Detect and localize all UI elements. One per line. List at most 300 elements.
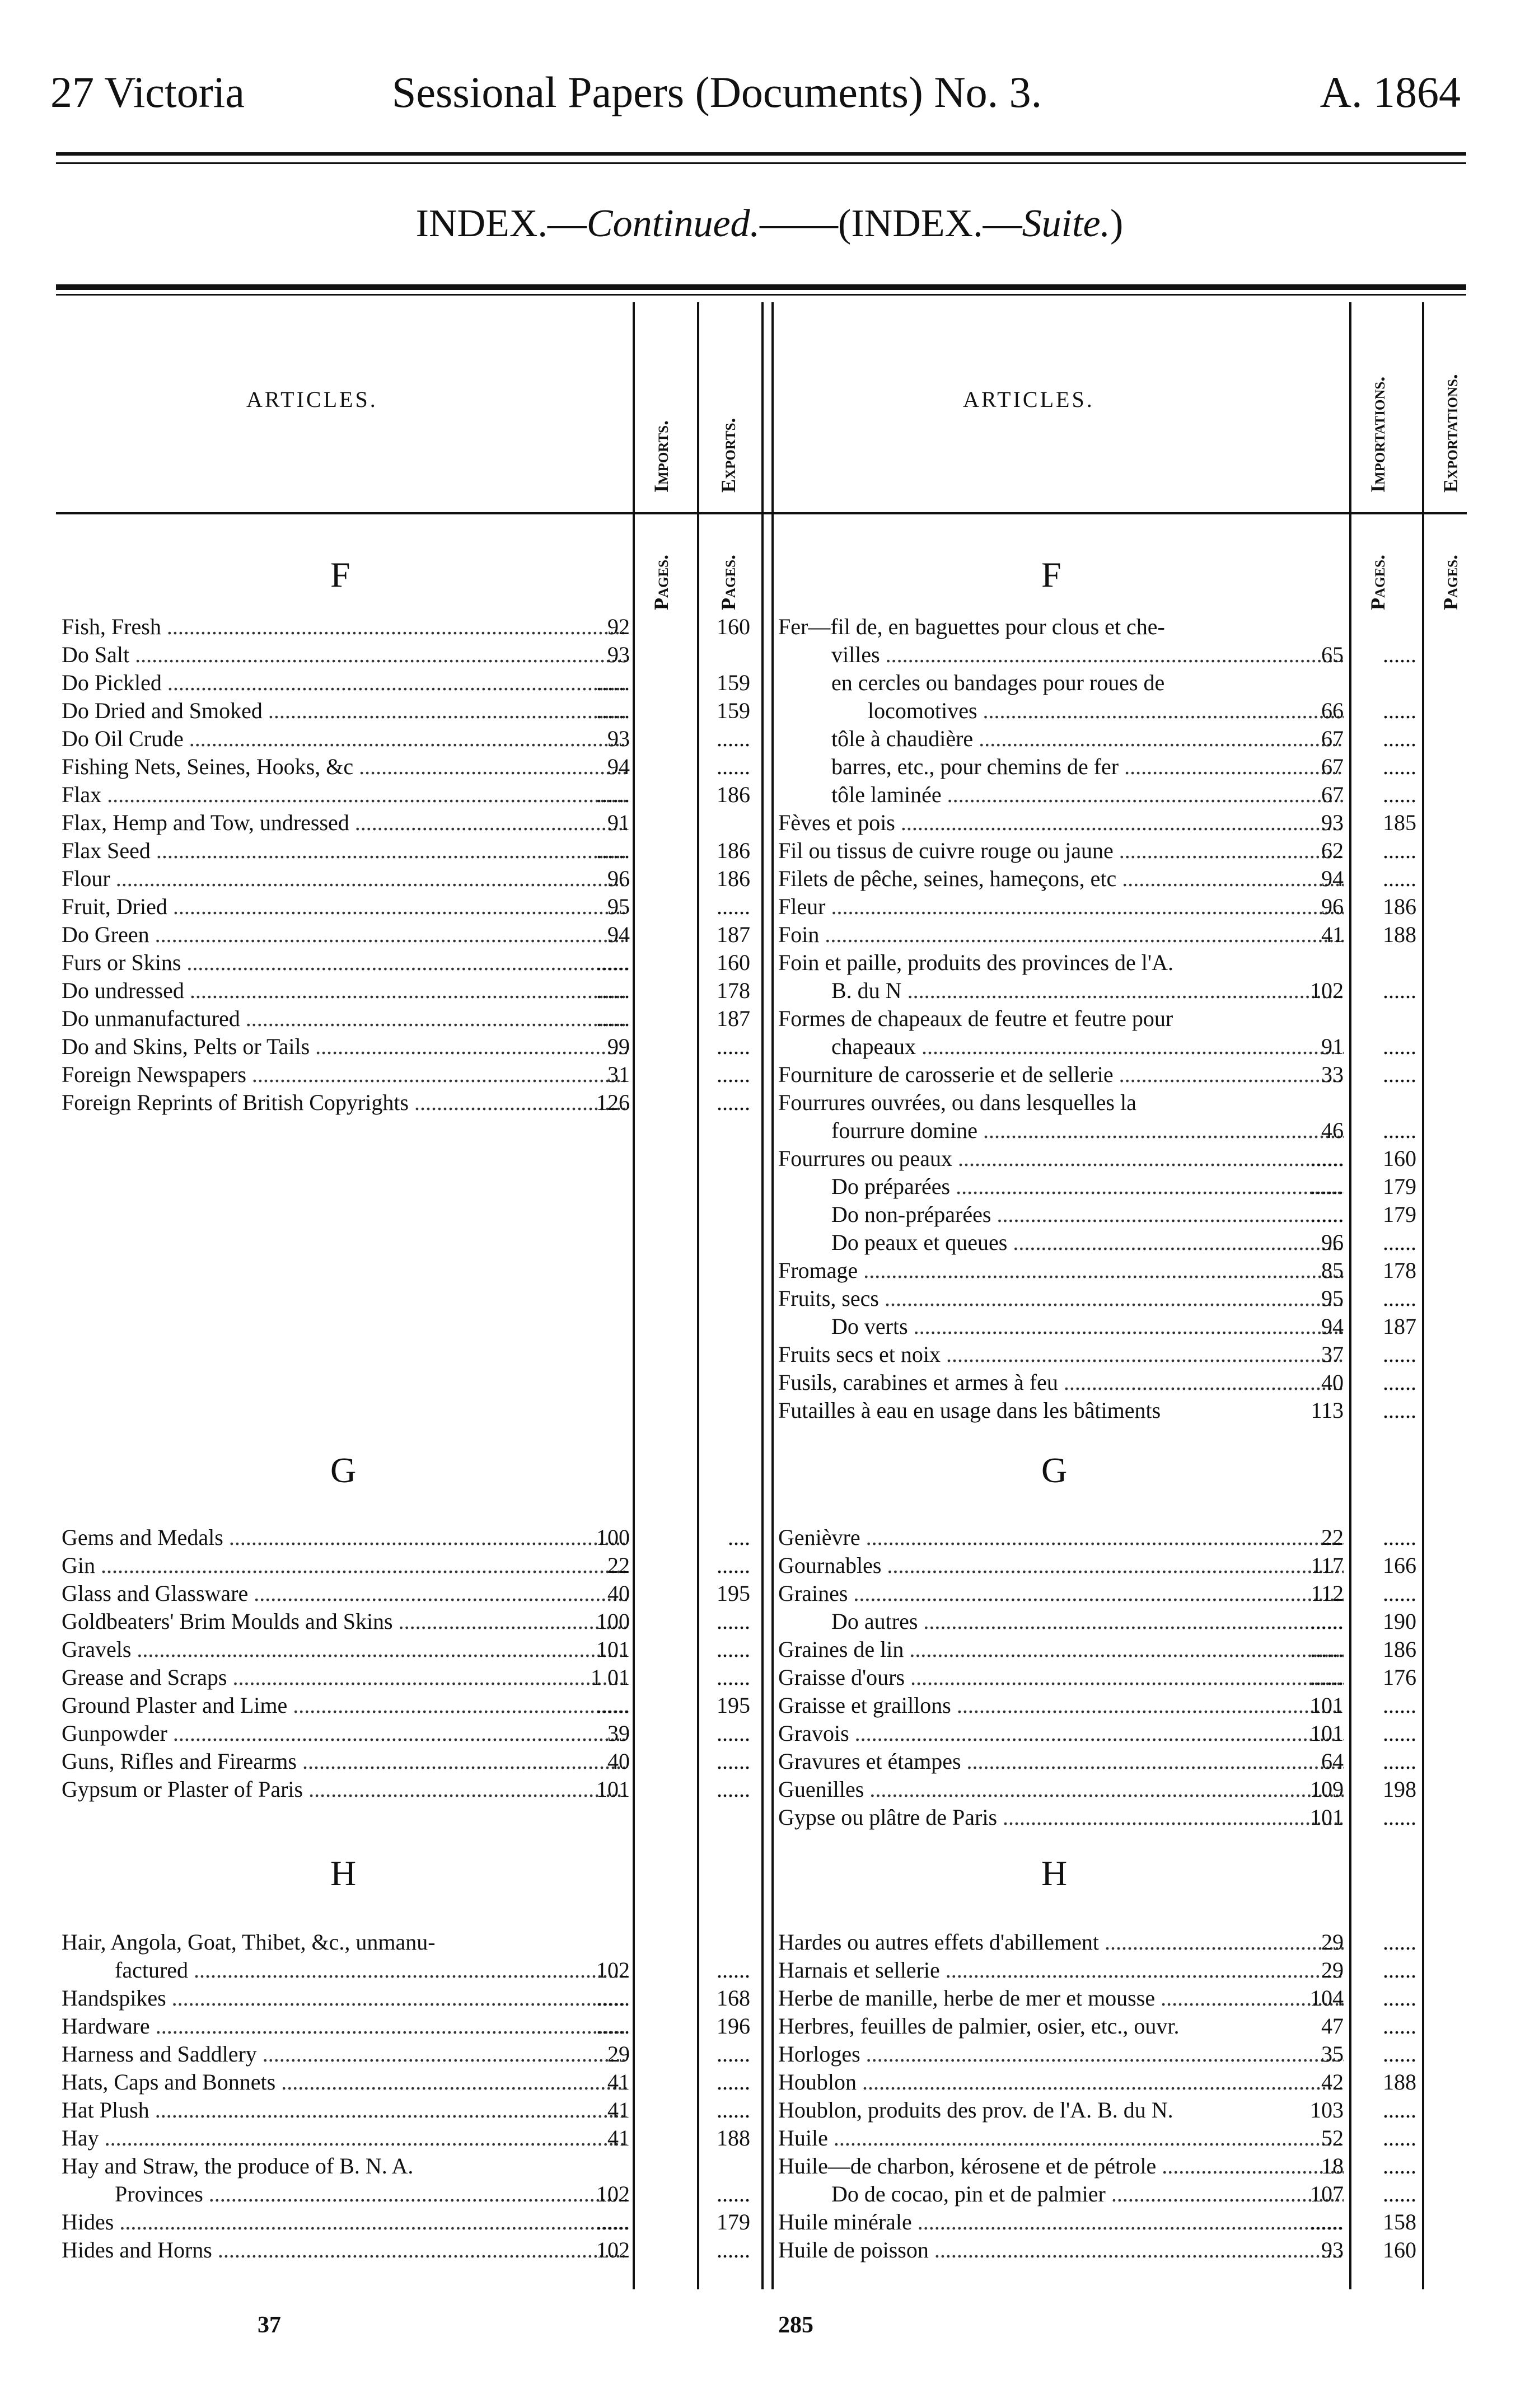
entry-import-page: ...... — [596, 2209, 630, 2234]
entry-import-page: 113 — [1311, 1398, 1344, 1423]
entry-label: Hay and Straw, the produce of B. N. A. — [62, 2153, 414, 2179]
header-rule — [56, 152, 1466, 156]
entry-export-page: ...... — [1383, 2013, 1416, 2039]
entry-import-page: 41 — [607, 2069, 630, 2095]
index-entry — [0, 1552, 1539, 1580]
entry-export-page: 160 — [1383, 1146, 1416, 1171]
entry-label: Do undressed ..... — [62, 977, 627, 1005]
entry-export-page: ...... — [1383, 1957, 1416, 1983]
entry-import-page: ...... — [596, 838, 630, 863]
entry-export-page: ...... — [717, 894, 750, 919]
entry-label: Gournables ..... — [778, 1552, 1344, 1580]
entry-export-page: ...... — [1383, 1062, 1416, 1087]
entry-export-page: 178 — [717, 978, 750, 1003]
entry-import-page: 102 — [596, 2181, 630, 2206]
left-letter-f: F — [330, 555, 350, 594]
entry-import-page: 117 — [1311, 1553, 1344, 1578]
index-entry — [0, 1984, 1539, 2012]
entry-label: villes ..... — [831, 641, 1344, 669]
entry-import-page: 102 — [596, 2237, 630, 2262]
entry-label: Graisse d'ours ..... — [778, 1664, 1344, 1692]
entry-export-page: ...... — [717, 1609, 750, 1634]
index-entry — [0, 1580, 1539, 1608]
entry-label: Hat Plush ..... — [62, 2096, 627, 2124]
entry-import-page: ...... — [596, 782, 630, 807]
entry-import-page: 93 — [607, 726, 630, 751]
entry-label: Hardes ou autres effets d'abillement ..... — [778, 1928, 1344, 1956]
entry-label: Flax ..... — [62, 781, 627, 809]
entry-export-page: ...... — [1383, 1525, 1416, 1550]
entry-export-page: ...... — [1383, 866, 1416, 891]
entry-import-page: ...... — [596, 1693, 630, 1718]
index-title-main: INDEX.— — [415, 202, 587, 245]
right-imports-head: Importations. — [1367, 376, 1389, 493]
index-entry — [0, 1692, 1539, 1720]
entry-label: Fer—fil de, en baguettes pour clous et che- — [778, 614, 1165, 639]
entry-export-page: ...... — [1383, 1929, 1416, 1955]
index-entry — [0, 1341, 1539, 1369]
entry-label: Fish, Fresh ..... — [62, 613, 627, 641]
index-entry — [0, 1313, 1539, 1341]
entry-import-page: 101 — [1310, 1721, 1344, 1746]
header-papers: Sessional Papers (Documents) No. 3. — [392, 68, 1042, 116]
entry-export-page: 190 — [1383, 1609, 1416, 1634]
entry-export-page: ...... — [717, 2041, 750, 2067]
index-entry — [0, 1005, 1539, 1033]
entry-import-page: 29 — [1321, 1957, 1344, 1983]
entry-import-page: 67 — [1321, 726, 1344, 751]
entry-export-page: ...... — [1383, 2181, 1416, 2206]
footer-center-page: 285 — [778, 2312, 813, 2338]
entry-export-page: ...... — [717, 1062, 750, 1087]
index-entry — [0, 1061, 1539, 1089]
header-rule-thin — [56, 162, 1466, 164]
index-entry — [0, 837, 1539, 865]
entry-import-page: 64 — [1321, 1749, 1344, 1774]
entry-import-page: 93 — [1321, 2237, 1344, 2262]
entry-label: B. du N ..... — [831, 977, 1344, 1005]
entry-label: Fruits secs et noix ..... — [778, 1341, 1344, 1369]
entry-export-page: 186 — [717, 782, 750, 807]
entry-label: Hides ..... — [62, 2208, 627, 2236]
index-entry — [0, 2236, 1539, 2264]
index-entry — [0, 1608, 1539, 1636]
entry-import-page: 126 — [596, 1090, 630, 1115]
entry-label: barres, etc., pour chemins de fer ..... — [831, 753, 1344, 781]
entry-import-page: ...... — [1310, 1665, 1344, 1690]
entry-export-page: ...... — [717, 2069, 750, 2095]
entry-import-page: 107 — [1310, 2181, 1344, 2206]
entry-label: Handspikes ..... — [62, 1984, 627, 2012]
entry-import-page: 85 — [1321, 1258, 1344, 1283]
entry-label: Harnais et sellerie ..... — [778, 1956, 1344, 1984]
entry-label: Glass and Glassware ..... — [62, 1580, 627, 1608]
entry-import-page: 112 — [1311, 1581, 1344, 1606]
index-entry — [0, 1956, 1539, 1984]
index-title-suite: Suite. — [1022, 202, 1111, 245]
entry-label: Fusils, carabines et armes à feu ..... — [778, 1369, 1344, 1397]
entry-export-page: .... — [728, 1525, 750, 1550]
entry-export-page: ...... — [717, 1090, 750, 1115]
entry-label: Fourrures ou peaux ..... — [778, 1145, 1344, 1173]
left-imports-pages: Pages. — [650, 554, 672, 610]
right-imports-pages: Pages. — [1367, 554, 1389, 610]
entry-label: Formes de chapeaux de feutre et feutre pour — [778, 1006, 1173, 1031]
index-entry — [0, 725, 1539, 753]
index-entry — [0, 613, 1539, 641]
entry-label: Filets de pêche, seines, hameçons, etc ..... — [778, 865, 1344, 893]
entry-export-page: 160 — [717, 614, 750, 639]
entry-label: Guns, Rifles and Firearms ..... — [62, 1748, 627, 1775]
entry-export-page: ...... — [717, 1034, 750, 1059]
entry-import-page: 101 — [1310, 1693, 1344, 1718]
entry-import-page: 93 — [607, 642, 630, 667]
index-entry — [0, 2068, 1539, 2096]
right-letter-f: F — [1041, 555, 1061, 594]
index-entry — [0, 1173, 1539, 1201]
entry-label: Flax, Hemp and Tow, undressed ..... — [62, 809, 627, 837]
index-entry — [0, 809, 1539, 837]
entry-import-page: 41 — [1321, 922, 1344, 947]
entry-label: Graines de lin ..... — [778, 1636, 1344, 1664]
entry-import-page: ...... — [596, 2013, 630, 2039]
entry-label: Do non-préparées ..... — [831, 1201, 1344, 1229]
index-entry — [0, 865, 1539, 893]
entry-import-page: 65 — [1321, 642, 1344, 667]
entry-label: Furs or Skins ..... — [62, 949, 627, 977]
entry-label: Gems and Medals ..... — [62, 1524, 627, 1552]
index-entry — [0, 893, 1539, 921]
entry-label: Hair, Angola, Goat, Thibet, &c., unmanu- — [62, 1929, 436, 1955]
entry-export-page: ...... — [717, 1957, 750, 1983]
entry-import-page: 102 — [596, 1957, 630, 1983]
index-entry — [0, 1720, 1539, 1748]
index-title — [0, 202, 1539, 246]
entry-export-page: 187 — [717, 1006, 750, 1031]
entry-export-page: ...... — [1383, 2153, 1416, 2179]
right-articles-head: ARTICLES. — [963, 387, 1094, 412]
index-entry — [0, 697, 1539, 725]
entry-import-page: 94 — [1321, 1314, 1344, 1339]
entry-label: Flax Seed ..... — [62, 837, 627, 865]
entry-export-page: 159 — [717, 698, 750, 723]
index-entry — [0, 1775, 1539, 1803]
entry-import-page: 40 — [607, 1749, 630, 1774]
index-entry — [0, 1117, 1539, 1145]
entry-export-page: ...... — [1383, 1985, 1416, 2011]
entry-import-page: ...... — [596, 1006, 630, 1031]
entry-label: locomotives ..... — [868, 697, 1344, 725]
entry-import-page: 101 — [596, 1777, 630, 1802]
entry-import-page: 67 — [1321, 754, 1344, 779]
entry-import-page: 40 — [1321, 1370, 1344, 1395]
entry-export-page: ...... — [1383, 754, 1416, 779]
entry-label: Gin ..... — [62, 1552, 627, 1580]
header-year: A. 1864 — [1320, 68, 1461, 116]
entry-import-page: 100 — [596, 1525, 630, 1550]
entry-label: Houblon ..... — [778, 2068, 1344, 2096]
entry-label: Huile ..... — [778, 2124, 1344, 2152]
entry-import-page: 99 — [607, 1034, 630, 1059]
entry-label: Do Green ..... — [62, 921, 627, 949]
entry-export-page: ...... — [717, 1665, 750, 1690]
entry-export-page: 168 — [717, 1985, 750, 2011]
entry-label: Herbres, feuilles de palmier, osier, etc., ouvr. — [778, 2013, 1180, 2039]
entry-label: Horloges ..... — [778, 2040, 1344, 2068]
entry-label: fourrure domine ..... — [831, 1117, 1344, 1145]
entry-label: Houblon, produits des prov. de l'A. B. du N. — [778, 2097, 1173, 2123]
entry-label: Fourrures ouvrées, ou dans lesquelles la — [778, 1090, 1136, 1115]
entry-export-page: ...... — [1383, 642, 1416, 667]
index-title-close: ) — [1110, 202, 1124, 245]
index-entry — [0, 2040, 1539, 2068]
entry-export-page: ...... — [1383, 1286, 1416, 1311]
entry-label: Grease and Scraps ..... — [62, 1664, 627, 1692]
index-entry — [0, 753, 1539, 781]
index-entry — [0, 977, 1539, 1005]
entry-export-page: 166 — [1383, 1553, 1416, 1578]
index-entry — [0, 949, 1539, 977]
entry-export-page: 178 — [1383, 1258, 1416, 1283]
entry-label: chapeaux ..... — [831, 1033, 1344, 1061]
entry-import-page: 52 — [1321, 2125, 1344, 2151]
index-entry — [0, 2152, 1539, 2180]
entry-export-page: ...... — [717, 1637, 750, 1662]
entry-import-page: 94 — [607, 754, 630, 779]
index-entry — [0, 1369, 1539, 1397]
entry-import-page: 46 — [1321, 1118, 1344, 1143]
entry-import-page: 22 — [607, 1553, 630, 1578]
entry-export-page: ...... — [1383, 2041, 1416, 2067]
entry-label: Fèves et pois ..... — [778, 809, 1344, 837]
entry-export-page: 188 — [1383, 922, 1416, 947]
entry-import-page: 94 — [607, 922, 630, 947]
entry-label: Fruit, Dried ..... — [62, 893, 627, 921]
entry-export-page: ...... — [1383, 1693, 1416, 1718]
entry-import-page: ...... — [1310, 1146, 1344, 1171]
entry-label: Fourniture de carosserie et de sellerie ..... — [778, 1061, 1344, 1089]
entry-import-page: 47 — [1321, 2013, 1344, 2039]
index-entry — [0, 1089, 1539, 1117]
index-entry — [0, 921, 1539, 949]
entry-export-page: ...... — [717, 2237, 750, 2262]
entry-label: Do préparées ..... — [831, 1173, 1344, 1201]
entry-export-page: 187 — [1383, 1314, 1416, 1339]
entry-export-page: ...... — [717, 726, 750, 751]
index-title-continued: Continued. — [586, 202, 760, 245]
entry-export-page: ...... — [1383, 726, 1416, 751]
entry-import-page: 29 — [1321, 1929, 1344, 1955]
entry-export-page: ...... — [1383, 1370, 1416, 1395]
entry-label: tôle laminée ..... — [831, 781, 1344, 809]
entry-import-page: 96 — [607, 866, 630, 891]
table-top-rule — [56, 284, 1466, 290]
entry-export-page: 186 — [1383, 894, 1416, 919]
entry-import-page: 33 — [1321, 1062, 1344, 1087]
entry-export-page: 187 — [717, 922, 750, 947]
entry-import-page: 67 — [1321, 782, 1344, 807]
entry-label: Gravois ..... — [778, 1720, 1344, 1748]
entry-label: Do verts ..... — [831, 1313, 1344, 1341]
index-entry — [0, 2124, 1539, 2152]
entry-label: Fromage ..... — [778, 1257, 1344, 1285]
entry-import-page: 22 — [1321, 1525, 1344, 1550]
entry-import-page: 41 — [607, 2125, 630, 2151]
entry-label: Do peaux et queues ..... — [831, 1229, 1344, 1257]
left-letter-h: H — [330, 1853, 357, 1893]
right-letter-h: H — [1041, 1853, 1068, 1893]
entry-label: Huile minérale ..... — [778, 2208, 1344, 2236]
entry-label: Fil ou tissus de cuivre rouge ou jaune ..... — [778, 837, 1344, 865]
entry-import-page: 94 — [1321, 866, 1344, 891]
index-entry — [0, 1664, 1539, 1692]
entry-export-page: ...... — [1383, 2125, 1416, 2151]
entry-import-page: ...... — [596, 670, 630, 695]
entry-import-page: 100 — [596, 1609, 630, 1634]
footer-left-page: 37 — [258, 2312, 281, 2338]
entry-label: Foreign Newspapers ..... — [62, 1061, 627, 1089]
entry-label: Graisse et graillons ..... — [778, 1692, 1344, 1720]
entry-export-page: ...... — [717, 1749, 750, 1774]
entry-export-page: ...... — [717, 1553, 750, 1578]
index-entry — [0, 1201, 1539, 1229]
index-entry — [0, 1257, 1539, 1285]
entry-export-page: ...... — [1383, 1230, 1416, 1255]
entry-label: Flour ..... — [62, 865, 627, 893]
entry-import-page: ...... — [1310, 2209, 1344, 2234]
entry-export-page: 179 — [1383, 1202, 1416, 1227]
entry-label: Guenilles ..... — [778, 1775, 1344, 1803]
entry-export-page: 160 — [1383, 2237, 1416, 2262]
entry-import-page: 41 — [607, 2097, 630, 2123]
entry-import-page: ...... — [596, 950, 630, 975]
entry-import-page: ...... — [1310, 1637, 1344, 1662]
entry-import-page: ...... — [1310, 1609, 1344, 1634]
entry-export-page: ...... — [1383, 1581, 1416, 1606]
index-entry — [0, 1803, 1539, 1831]
entry-label: Do unmanufactured ..... — [62, 1005, 627, 1033]
entry-export-page: 195 — [717, 1581, 750, 1606]
entry-import-page: 104 — [1310, 1985, 1344, 2011]
entry-export-page: ...... — [1383, 1721, 1416, 1746]
entry-label: Do Salt ..... — [62, 641, 627, 669]
entry-label: Do autres ..... — [831, 1608, 1344, 1636]
entry-label: Gravels ..... — [62, 1636, 627, 1664]
entry-label: Harness and Saddlery ..... — [62, 2040, 627, 2068]
entry-label: Gypse ou plâtre de Paris ..... — [778, 1803, 1344, 1831]
entry-import-page: 101 — [1310, 1805, 1344, 1830]
entry-export-page: 179 — [1383, 1174, 1416, 1199]
left-imports-head: Imports. — [650, 420, 672, 493]
entry-import-page: 95 — [1321, 1286, 1344, 1311]
index-entry — [0, 1285, 1539, 1313]
entry-import-page: 29 — [607, 2041, 630, 2067]
entry-export-page: 186 — [1383, 1637, 1416, 1662]
entry-import-page: 35 — [1321, 2041, 1344, 2067]
index-entry — [0, 1397, 1539, 1425]
table-top-rule-thin — [56, 294, 1466, 296]
entry-import-page: 18 — [1321, 2153, 1344, 2179]
entry-label: Hardware ..... — [62, 2012, 627, 2040]
entry-export-page: 188 — [717, 2125, 750, 2151]
entry-export-page: ...... — [1383, 1805, 1416, 1830]
left-articles-head: ARTICLES. — [246, 387, 378, 412]
index-title-fr: ——(INDEX.— — [760, 202, 1022, 245]
entry-export-page: 160 — [717, 950, 750, 975]
left-exports-pages: Pages. — [717, 554, 740, 610]
entry-import-page: 103 — [1310, 2097, 1344, 2123]
entry-export-page: ...... — [1383, 1398, 1416, 1423]
entry-import-page: 39 — [607, 1721, 630, 1746]
entry-label: Do Pickled ..... — [62, 669, 627, 697]
entry-export-page: 196 — [717, 2013, 750, 2039]
entry-label: Huile—de charbon, kérosene et de pétrole ..... — [778, 2152, 1344, 2180]
entry-export-page: ...... — [1383, 698, 1416, 723]
entry-import-page: 109 — [1310, 1777, 1344, 1802]
left-letter-g: G — [330, 1450, 357, 1490]
entry-import-page: ...... — [596, 698, 630, 723]
entry-label: Fishing Nets, Seines, Hooks, &c ..... — [62, 753, 627, 781]
index-entry — [0, 2096, 1539, 2124]
entry-label: Fleur ..... — [778, 893, 1344, 921]
index-entry — [0, 1229, 1539, 1257]
entry-label: Goldbeaters' Brim Moulds and Skins ..... — [62, 1608, 627, 1636]
entry-import-page: 91 — [1321, 1034, 1344, 1059]
entry-export-page: ...... — [717, 2181, 750, 2206]
entry-label: Do Dried and Smoked ..... — [62, 697, 627, 725]
index-entry — [0, 2180, 1539, 2208]
entry-import-page: 95 — [607, 894, 630, 919]
entry-export-page: ...... — [1383, 838, 1416, 863]
entry-import-page: 66 — [1321, 698, 1344, 723]
index-entry — [0, 1636, 1539, 1664]
index-entry — [0, 1748, 1539, 1775]
entry-export-page: 188 — [1383, 2069, 1416, 2095]
entry-label: Fruits, secs ..... — [778, 1285, 1344, 1313]
entry-export-page: 198 — [1383, 1777, 1416, 1802]
index-entry — [0, 641, 1539, 669]
entry-label: Foreign Reprints of British Copyrights ..... — [62, 1089, 627, 1117]
entry-import-page: 91 — [607, 810, 630, 835]
index-entry — [0, 2012, 1539, 2040]
entry-label: Do de cocao, pin et de palmier ..... — [831, 2180, 1344, 2208]
entry-import-page: ...... — [1310, 1202, 1344, 1227]
entry-label: Do Oil Crude ..... — [62, 725, 627, 753]
entry-label: Futailles à eau en usage dans les bâtiments — [778, 1398, 1161, 1423]
entry-import-page: 92 — [607, 614, 630, 639]
entry-export-page: ...... — [1383, 978, 1416, 1003]
entry-import-page: 31 — [607, 1062, 630, 1087]
index-entry — [0, 1524, 1539, 1552]
left-exports-head: Exports. — [717, 418, 740, 493]
entry-label: Ground Plaster and Lime ..... — [62, 1692, 627, 1720]
entry-import-page: 37 — [1321, 1342, 1344, 1367]
entry-import-page: 62 — [1321, 838, 1344, 863]
entry-import-page: 42 — [1321, 2069, 1344, 2095]
entry-export-page: 158 — [1383, 2209, 1416, 2234]
entry-label: Provinces ..... — [115, 2180, 627, 2208]
entry-label: Huile de poisson ..... — [778, 2236, 1344, 2264]
entry-export-page: ...... — [1383, 1342, 1416, 1367]
entry-export-page: 179 — [717, 2209, 750, 2234]
index-entry — [0, 2208, 1539, 2236]
entry-label: Hides and Horns ..... — [62, 2236, 627, 2264]
index-entry — [0, 669, 1539, 697]
entry-export-page: ...... — [717, 754, 750, 779]
entry-import-page: 1 01 — [591, 1665, 630, 1690]
entry-export-page: 195 — [717, 1693, 750, 1718]
right-letter-g: G — [1041, 1450, 1068, 1490]
